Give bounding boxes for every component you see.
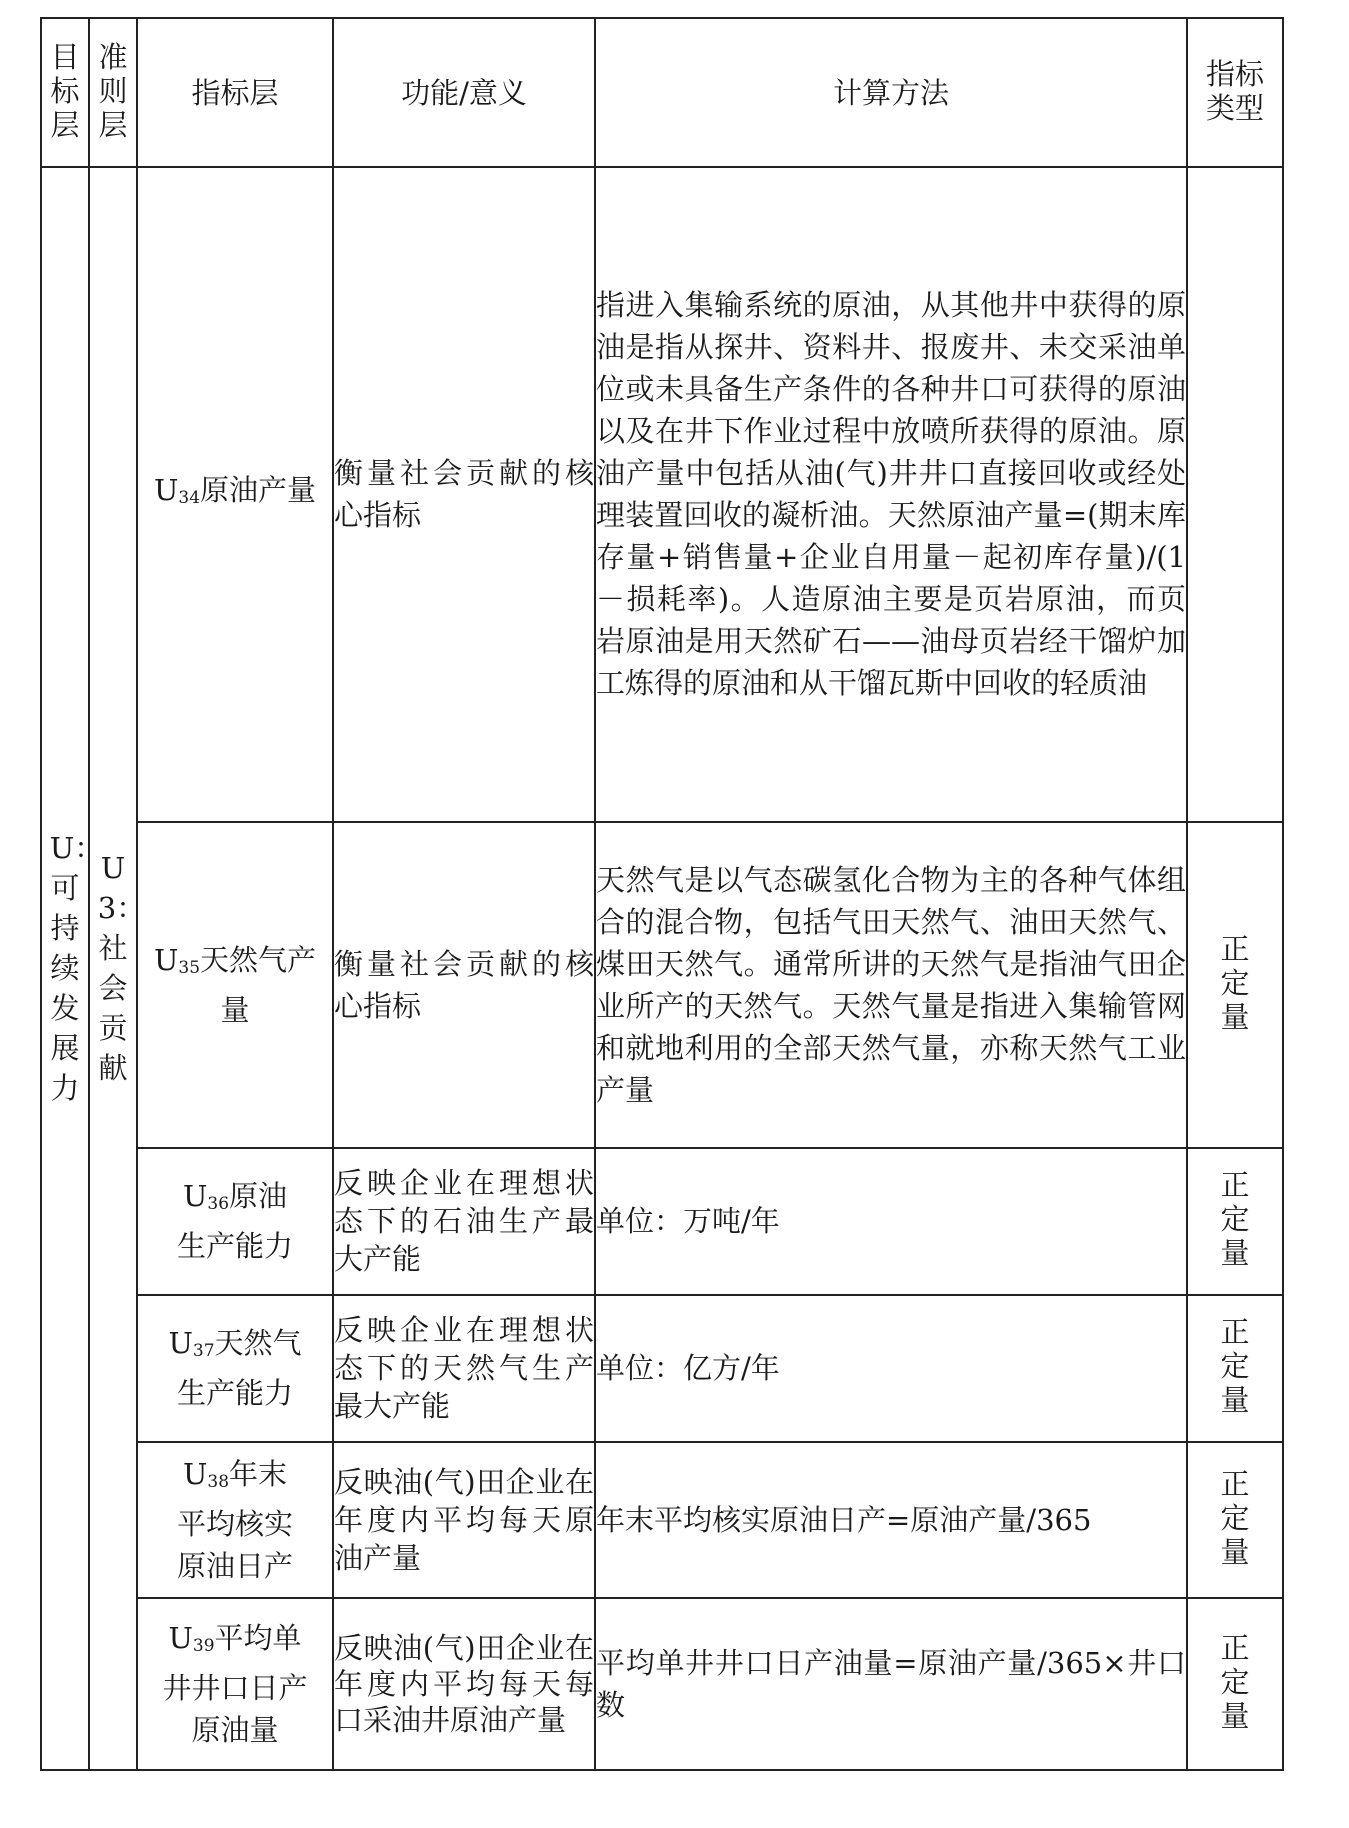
indicator-name: $U_{34}$原油产量 bbox=[137, 167, 333, 821]
indicator-function: 衡量社会贡献的核心指标 bbox=[333, 822, 595, 1148]
indicator-type: 正定量 bbox=[1187, 822, 1283, 1148]
indicator-name: $U_{39}$平均单井井口日产原油量 bbox=[137, 1598, 333, 1770]
indicator-method: 平均单井井口日产油量=原油产量/365×井口数 bbox=[595, 1598, 1187, 1770]
indicator-function: 反映企业在理想状态下的石油生产最大产能 bbox=[333, 1148, 595, 1295]
indicator-method: 指进入集输系统的原油，从其他井中获得的原油是指从探井、资料井、报废井、未交采油单位或未具备生产条件的各种井口可获得的原油以及在井下作业过程中放喷所获得的原油。原油产量中包括从油(气)井井口直接回收或经处理装置回收的凝析油。天然原油产量=(期末库存量+销售量+企业自用量－起初库存量)/(1－损耗率)。人造原油主要是页岩原油，而页岩原油是用天然矿石——油母页岩经干馏炉加工炼得的原油和从干馏瓦斯中回收的轻质油 bbox=[595, 167, 1187, 821]
header-function: 功能/意义 bbox=[333, 18, 595, 167]
table-row bbox=[41, 1442, 1283, 1598]
indicator-method: 天然气是以气态碳氢化合物为主的各种气体组合的混合物，包括气田天然气、油田天然气、煤田天然气。通常所讲的天然气是指油气田企业所产的天然气。天然气量是指进入集输管网和就地利用的全部天然气量，亦称天然气工业产量 bbox=[595, 822, 1187, 1148]
header-method: 计算方法 bbox=[595, 18, 1187, 167]
header-criterion-layer: 准则层 bbox=[89, 18, 137, 167]
indicator-method: 年末平均核实原油日产=原油产量/365 bbox=[595, 1442, 1187, 1598]
goal-cell: U：可持续发展力 bbox=[41, 167, 89, 1770]
header-goal-layer: 目标层 bbox=[41, 18, 89, 167]
table-row bbox=[41, 1148, 1283, 1295]
indicator-function: 衡量社会贡献的核心指标 bbox=[333, 167, 595, 821]
header-indicator-layer: 指标层 bbox=[137, 18, 333, 167]
indicator-type bbox=[1187, 167, 1283, 821]
header-row bbox=[41, 18, 1283, 167]
indicator-method: 单位：亿方/年 bbox=[595, 1295, 1187, 1442]
table-row bbox=[41, 1295, 1283, 1442]
indicator-name: $U_{35}$天然气产量 bbox=[137, 822, 333, 1148]
indicator-type: 正定量 bbox=[1187, 1442, 1283, 1598]
table-row bbox=[41, 822, 1283, 1148]
header-type: 指标类型 bbox=[1187, 18, 1283, 167]
indicator-name: $U_{37}$天然气生产能力 bbox=[137, 1295, 333, 1442]
indicator-function: 反映企业在理想状态下的天然气生产最大产能 bbox=[333, 1295, 595, 1442]
indicator-type: 正定量 bbox=[1187, 1295, 1283, 1442]
indicator-function: 反映油(气)田企业在年度内平均每天原油产量 bbox=[333, 1442, 595, 1598]
table-row bbox=[41, 167, 1283, 821]
indicator-type: 正定量 bbox=[1187, 1148, 1283, 1295]
indicator-method: 单位：万吨/年 bbox=[595, 1148, 1187, 1295]
indicator-function: 反映油(气)田企业在年度内平均每天每口采油井原油产量 bbox=[333, 1598, 595, 1770]
indicator-name: $U_{36}$原油生产能力 bbox=[137, 1148, 333, 1295]
criterion-cell: U3：社会贡献 bbox=[89, 167, 137, 1770]
indicator-type: 正定量 bbox=[1187, 1598, 1283, 1770]
indicator-table bbox=[40, 17, 1284, 1771]
indicator-name: $U_{38}$年末平均核实原油日产 bbox=[137, 1442, 333, 1598]
table-row bbox=[41, 1598, 1283, 1770]
